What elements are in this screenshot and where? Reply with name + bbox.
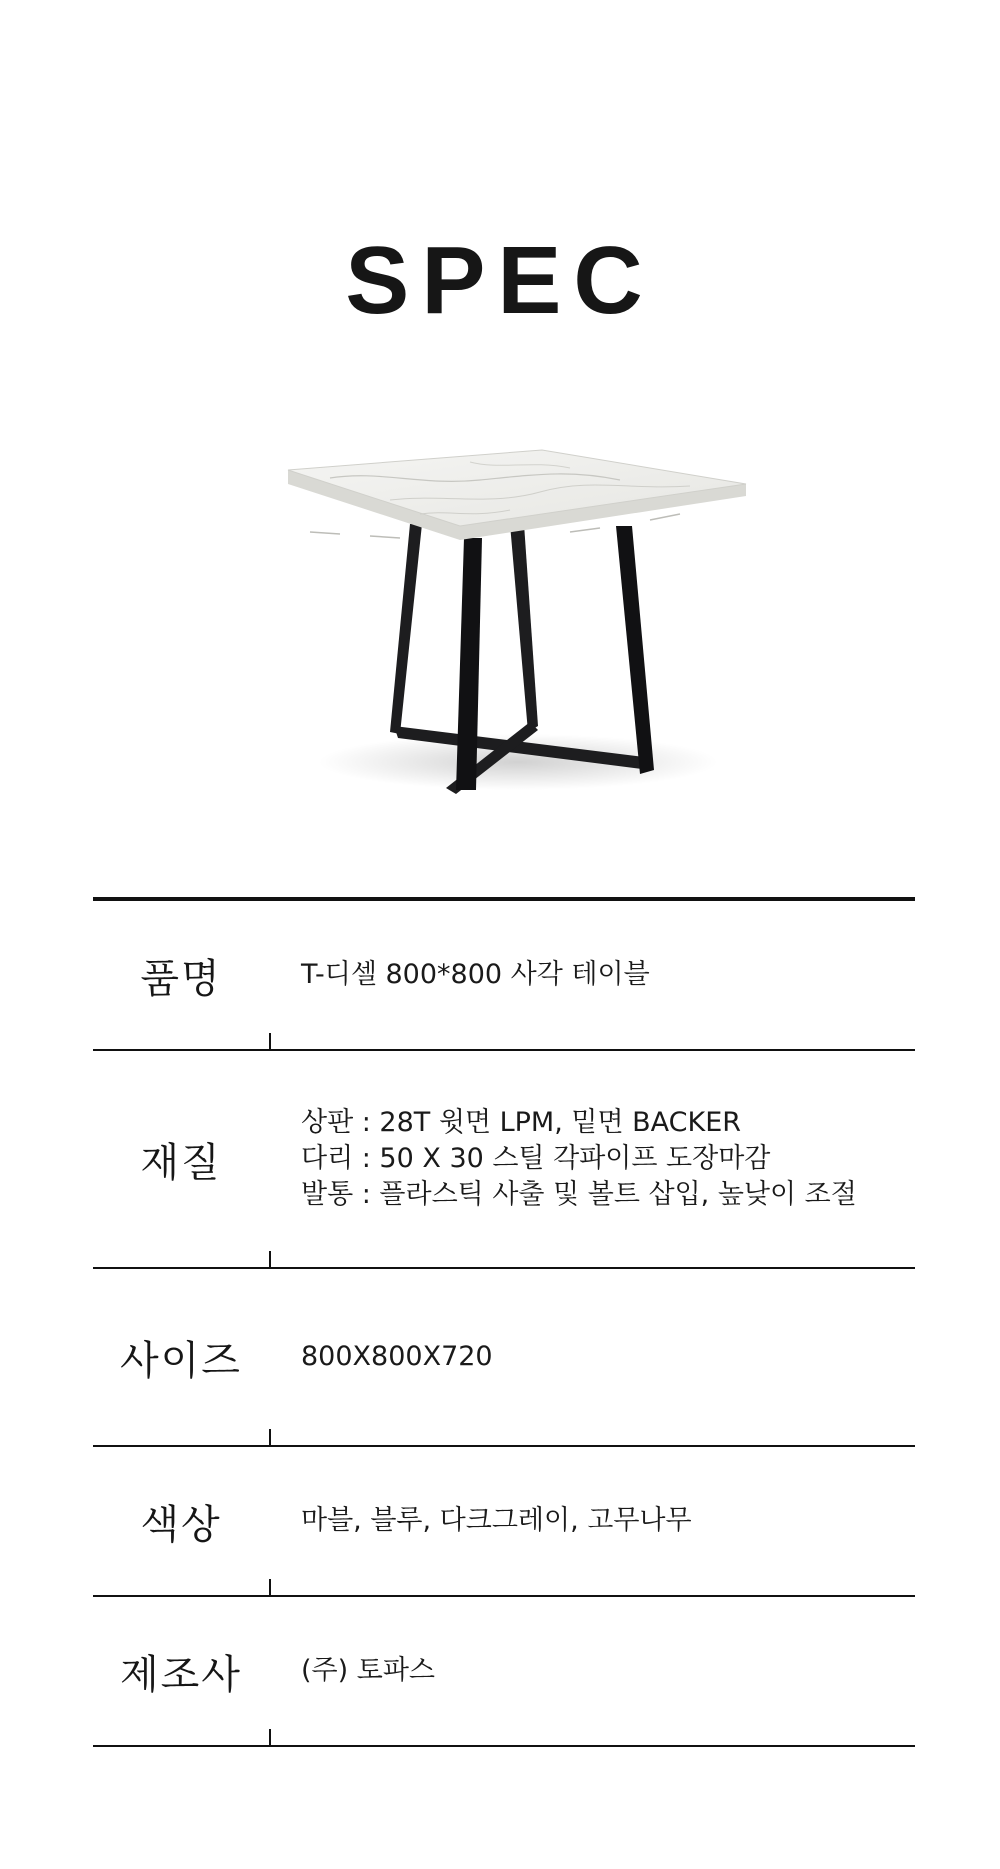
- row-divider-tick: [269, 1033, 271, 1049]
- spec-value: [301, 1051, 915, 1267]
- spec-value: [301, 1269, 915, 1445]
- spec-row-color: [93, 1447, 915, 1597]
- spec-value: [301, 901, 915, 1049]
- spec-row-manufacturer: [93, 1597, 915, 1747]
- row-divider-tick: [269, 1729, 271, 1745]
- spec-row-size: [93, 1269, 915, 1447]
- spec-label: 품명: [140, 955, 222, 1002]
- spec-value-line: 상판 : 28T 윗면 LPM, 밑면 BACKER: [301, 1107, 742, 1138]
- spec-value: [301, 1597, 915, 1745]
- spec-value-line: 발통 : 플라스틱 사출 및 볼트 삽입, 높낮이 조절: [301, 1179, 857, 1210]
- spec-row-name: [93, 901, 915, 1051]
- spec-value-line: 800X800X720: [301, 1341, 493, 1372]
- spec-value-line: (주) 토파스: [301, 1655, 435, 1686]
- spec-label: 색상: [140, 1501, 222, 1548]
- spec-label: 재질: [140, 1139, 222, 1186]
- square-marble-table-icon: [270, 440, 750, 810]
- spec-label: 제조사: [120, 1651, 242, 1698]
- spec-value-line: 다리 : 50 X 30 스틸 각파이프 도장마감: [301, 1143, 771, 1174]
- row-divider-tick: [269, 1429, 271, 1445]
- spec-row-material: [93, 1051, 915, 1269]
- spec-value: [301, 1447, 915, 1595]
- row-divider-tick: [269, 1251, 271, 1267]
- row-divider-tick: [269, 1579, 271, 1595]
- spec-table: [93, 897, 915, 1747]
- spec-value-line: 마블, 블루, 다크그레이, 고무나무: [301, 1505, 692, 1536]
- spec-label: 사이즈: [120, 1337, 242, 1384]
- page-title: SPEC: [345, 227, 655, 334]
- spec-value-line: T-디셀 800*800 사각 테이블: [301, 959, 650, 990]
